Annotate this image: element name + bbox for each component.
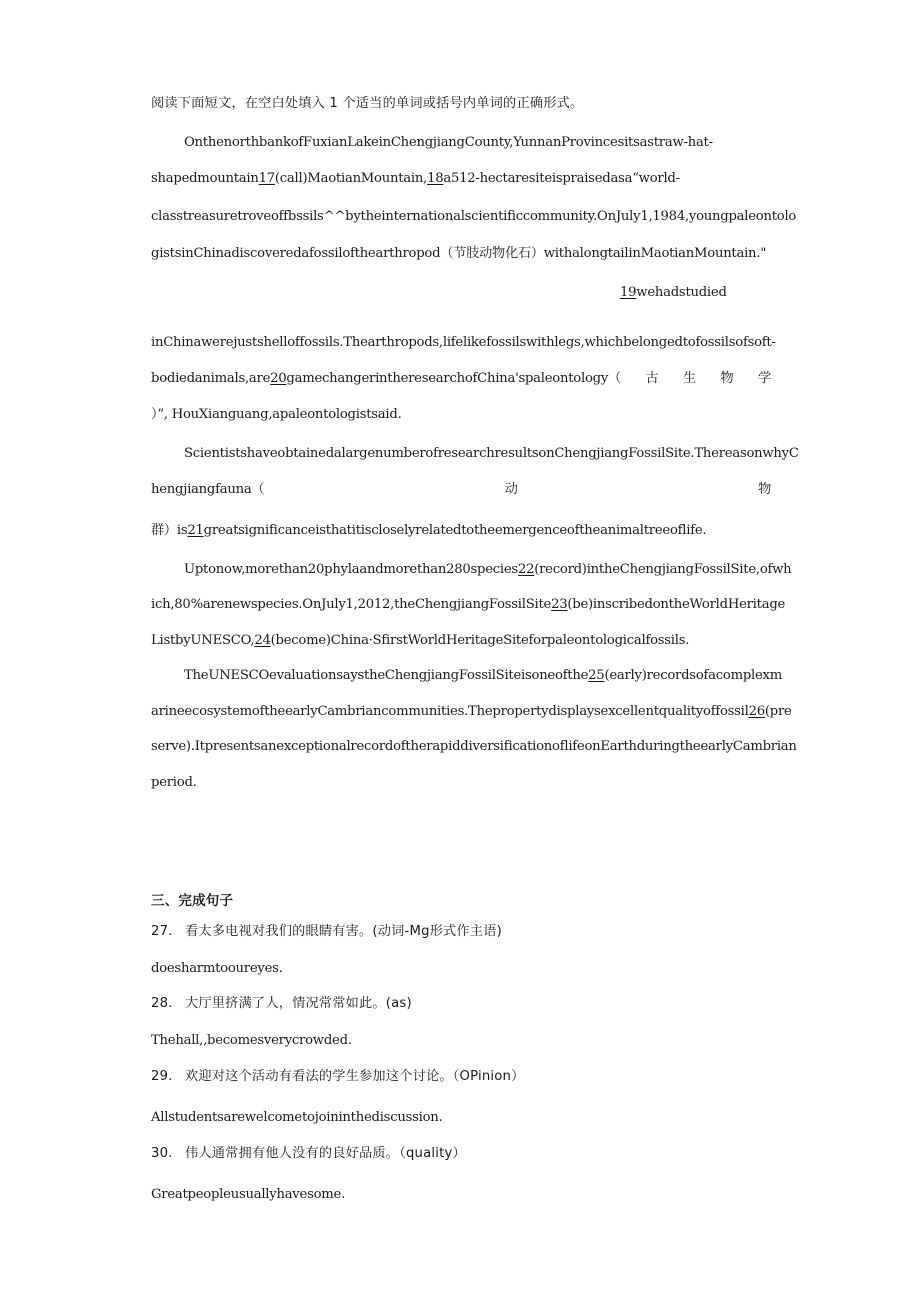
passage-line-18: period. [151,775,197,790]
passage-text: (call)MaotianMountain, [274,171,428,186]
passage-text: wehadstudied [636,285,727,300]
passage-line-2 [151,170,771,188]
passage-text: (become)China·SfirstWorldHeritageSiteforpaleontologicalfossils. [270,633,690,648]
passage-text: a512-hectaresiteispraisedasa“world- [443,171,680,186]
passage-text: bodiedanimals,are [151,371,271,386]
passage-line-17: serve).ItpresentsanexceptionalrecordoftherapiddiversificationoflifeonEarthduringtheearlyCambrian [151,739,797,754]
passage-text: ich,80%arenewspecies.OnJuly1,2012,theChengjiangFossilSite [151,597,552,612]
question-30 [151,1145,771,1163]
passage-line-13 [151,596,786,614]
blank-22: 22 [517,562,535,577]
blank-18: 18 [427,171,444,186]
passage-text: gamechangerintheresearchofChina'spaleontology（ [286,371,621,386]
question-28 [151,995,771,1013]
answer-line-28: Thehall,,becomesverycrowded. [151,1033,352,1048]
passage-line-15 [184,667,782,685]
answer-line-27: doesharmtooureyes. [151,961,283,976]
question-number: 27. [151,924,173,939]
section-heading: 三、完成句子 [151,893,234,909]
question-number: 30. [151,1146,173,1161]
question-29 [151,1068,771,1086]
passage-text: TheUNESCOevaluationsaystheChengjiangFossilSiteisoneofthe [184,668,589,683]
question-27 [151,923,771,941]
passage-text: ListbyUNESCO, [151,633,255,648]
passage-line-1: OnthenorthbankofFuxianLakeinChengjiangCounty,YunnanProvincesitsastraw-hat- [184,135,713,150]
passage-line-8: ）”, HouXianguang,apaleontologistsaid. [151,407,402,422]
passage-line-3: classtreasuretroveoffbssils^^bytheinternationalscientificcommunity.OnJuly1,1984,youngpaleontolo [151,209,797,224]
spaced-char: 动 [504,482,518,497]
spaced-char: 生 [683,371,696,386]
passage-text: arineecosystemoftheearlyCambriancommunities.Thepropertydisplaysexcellentqualityoffossil [151,704,749,719]
question-prompt: 伟人通常拥有他人没有的良好品质。（quality） [185,1146,466,1161]
question-prompt: 看太多电视对我们的眼睛有害。(动词-Mg形式作主语) [185,924,502,939]
passage-text: (pre [764,704,792,719]
instruction-text: 阅读下面短文，在空白处填入 1 个适当的单词或括号内单词的正确形式。 [151,96,584,111]
answer-line-30: Greatpeopleusuallyhavesome. [151,1187,346,1202]
question-prompt: 欢迎对这个活动有看法的学生参加这个讨论。（OPinion） [185,1069,525,1084]
passage-line-10 [151,481,771,499]
spaced-char: 物 [720,371,734,386]
spaced-char: 物 [758,482,771,497]
blank-23: 23 [551,597,568,612]
passage-line-6: inChinawerejustshelloffossils.Thearthropods,lifelikefossilswithlegs,whichbelongedtofossilsofsoft- [151,335,776,350]
spaced-char: 古 [645,371,659,386]
passage-line-5 [620,284,820,302]
passage-text: (record)intheChengjiangFossilSite,ofwh [534,562,792,577]
passage-text: Uptonow,morethan20phylaandmorethan280species [184,562,518,577]
passage-line-16 [151,703,792,721]
passage-line-12 [184,561,792,579]
blank-21: 21 [187,523,204,538]
blank-25: 25 [588,668,605,683]
passage-text: hengjiangfauna（ [151,482,265,497]
blank-24: 24 [254,633,271,648]
passage-text: shapedmountain [151,171,259,186]
question-number: 28. [151,996,173,1011]
passage-line-11 [151,522,771,540]
question-number: 29. [151,1069,173,1084]
passage-line-9: ScientistshaveobtainedalargenumberofresearchresultsonChengjiangFossilSite.ThereasonwhyC [184,446,799,461]
blank-17: 17 [258,171,275,186]
passage-text: 群）is [151,523,188,538]
blank-20: 20 [270,371,287,386]
passage-line-14 [151,632,771,650]
passage-line-4: gistsinChinadiscoveredafossilofthearthropod（节肢动物化石）withalongtailinMaotianMountain." [151,246,767,261]
blank-26: 26 [748,704,765,719]
passage-line-7 [151,370,771,388]
spaced-char: 学 [758,371,771,386]
passage-text: greatsignificanceisthatitiscloselyrelatedtotheemergenceoftheanimaltreeoflife. [203,523,707,538]
passage-text: (be)inscribedontheWorldHeritage [567,597,786,612]
passage-text: (early)recordsofacomplexm [604,668,782,683]
blank-19: 19 [620,285,637,300]
question-prompt: 大厅里挤满了人，情况常常如此。(as) [185,996,412,1011]
answer-line-29: Allstudentsarewelcometojoininthediscussion. [151,1110,443,1125]
